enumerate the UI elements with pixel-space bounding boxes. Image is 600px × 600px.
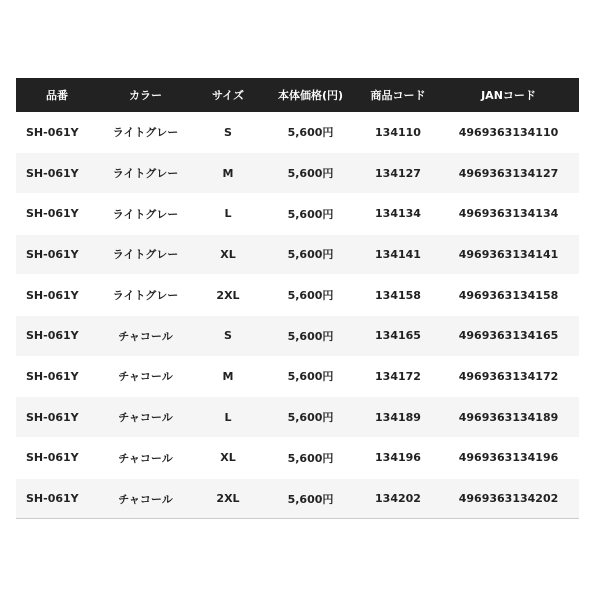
size-cell: S [224,125,232,139]
table-row [16,275,579,316]
header-product-code: 商品コード [370,89,426,102]
jan-code-cell: 4969363134165 [458,329,559,343]
size-cell: 2XL [216,288,240,302]
jan-code-cell: 4969363134127 [458,166,559,180]
color-cell: チャコール [118,492,173,506]
product-spec-table [16,78,579,519]
color-cell: チャコール [118,370,173,384]
product-number-cell: SH-061Y [26,492,79,506]
price-cell: 5,600円 [287,329,334,343]
product-number-cell: SH-061Y [26,247,79,261]
table-header [16,78,579,112]
table-row [16,315,579,356]
product-code-cell: 134196 [375,451,421,465]
product-code-cell: 134127 [375,166,421,180]
product-code-cell: 134172 [375,369,421,383]
product-number-cell: SH-061Y [26,288,79,302]
header-row [16,78,579,112]
product-code-cell: 134165 [375,329,421,343]
size-cell: L [224,207,232,221]
price-cell: 5,600円 [287,207,334,221]
jan-code-cell: 4969363134202 [458,492,559,506]
table-row [16,356,579,397]
product-code-cell: 134134 [375,207,421,221]
color-cell: ライトグレー [112,207,179,221]
size-cell: M [222,166,234,180]
product-number-cell: SH-061Y [26,329,79,343]
jan-code-cell: 4969363134189 [458,410,559,424]
table-row [16,478,579,519]
jan-code-cell: 4969363134141 [458,247,559,261]
size-cell: L [224,410,232,424]
price-cell: 5,600円 [287,289,334,303]
size-cell: 2XL [216,492,240,506]
product-number-cell: SH-061Y [26,125,79,139]
color-cell: チャコール [118,329,173,343]
product-code-cell: 134158 [375,288,421,302]
price-cell: 5,600円 [287,492,334,506]
size-cell: XL [220,451,236,465]
size-cell: XL [220,247,236,261]
jan-code-cell: 4969363134110 [458,125,559,139]
price-cell: 5,600円 [287,411,334,425]
product-spec-table-container [16,78,579,519]
header-color: カラー [129,89,162,102]
header-price: 本体価格(円) [277,89,344,102]
price-cell: 5,600円 [287,248,334,262]
product-number-cell: SH-061Y [26,166,79,180]
table-row [16,153,579,194]
table-row [16,438,579,479]
color-cell: ライトグレー [112,248,179,262]
product-code-cell: 134202 [375,492,421,506]
table-row [16,193,579,234]
product-number-cell: SH-061Y [26,207,79,221]
table-body [16,112,579,519]
product-number-cell: SH-061Y [26,410,79,424]
price-cell: 5,600円 [287,451,334,465]
header-size: サイズ [211,89,245,102]
color-cell: チャコール [118,411,173,425]
header-product-number: 品番 [46,89,68,102]
product-number-cell: SH-061Y [26,369,79,383]
jan-code-cell: 4969363134172 [458,369,559,383]
color-cell: ライトグレー [112,289,179,303]
color-cell: チャコール [118,451,173,465]
jan-code-cell: 4969363134158 [458,288,559,302]
jan-code-cell: 4969363134196 [458,451,559,465]
table-row [16,397,579,438]
size-cell: M [222,369,234,383]
product-number-cell: SH-061Y [26,451,79,465]
table-row [16,112,579,153]
price-cell: 5,600円 [287,370,334,384]
price-cell: 5,600円 [287,126,334,140]
color-cell: ライトグレー [112,167,179,181]
product-code-cell: 134189 [375,410,421,424]
product-code-cell: 134110 [375,125,421,139]
price-cell: 5,600円 [287,167,334,181]
product-code-cell: 134141 [375,247,421,261]
header-jan-code: JANコード [481,89,536,102]
table-row [16,234,579,275]
jan-code-cell: 4969363134134 [458,207,559,221]
size-cell: S [224,329,232,343]
color-cell: ライトグレー [112,126,179,140]
